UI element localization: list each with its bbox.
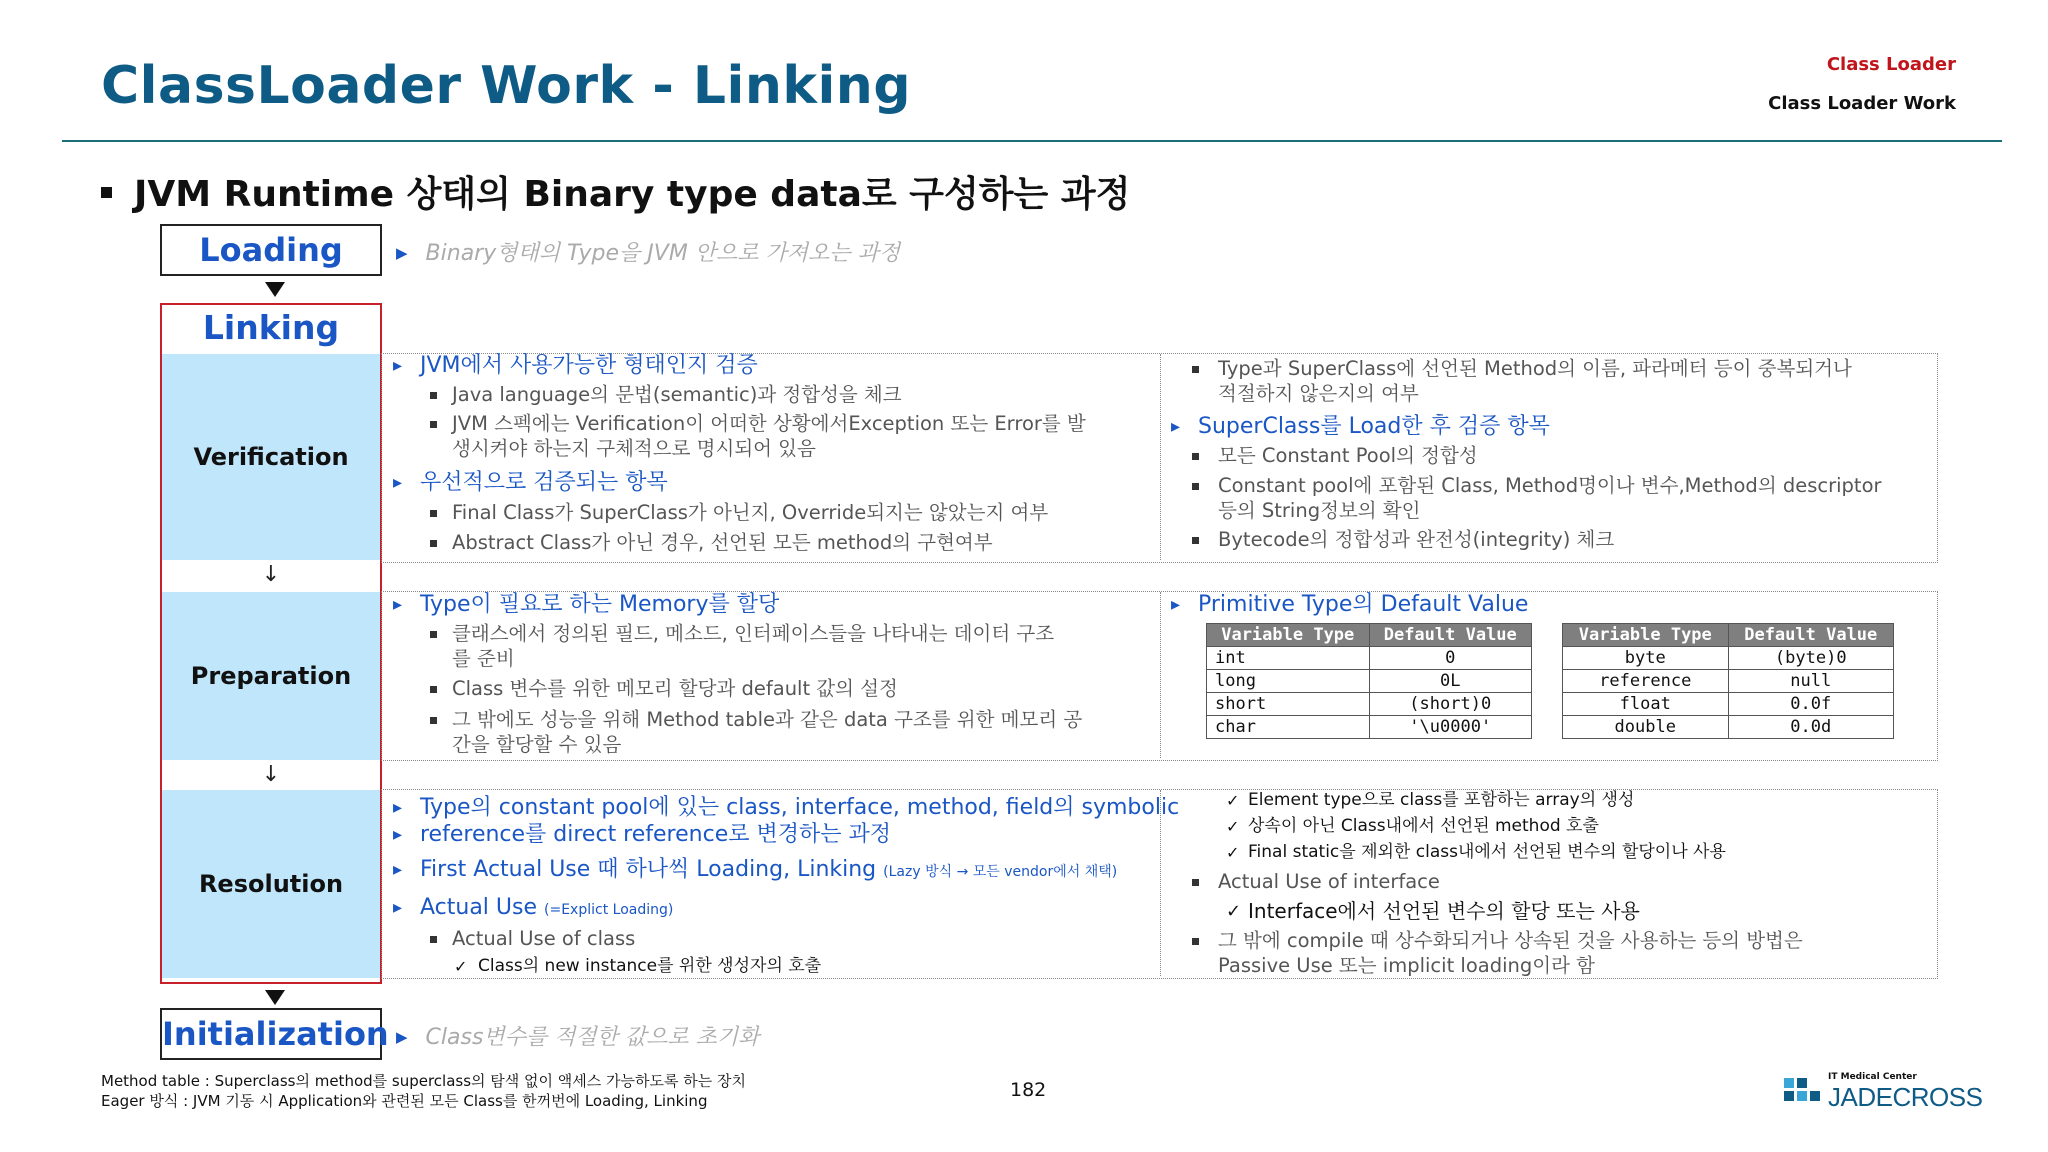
- page-number: 182: [1010, 1079, 1047, 1101]
- phase-preparation: Preparation: [162, 592, 380, 760]
- preparation-left-column: [390, 591, 1082, 757]
- phase-linking: Linking: [202, 308, 340, 347]
- list-item: 클래스에서 정의된 필드, 메소드, 인터페이스들을 나타내는 데이터 구조: [390, 621, 1082, 647]
- list-item: ▸ Primitive Type의 Default Value: [1168, 591, 1528, 618]
- list-item-continuation: 를 준비: [452, 647, 515, 670]
- phase-resolution: Resolution: [162, 790, 380, 978]
- triangle-down-icon: [265, 282, 285, 297]
- initialization-note: ▶ Class변수를 적절한 값으로 초기화: [396, 1025, 760, 1050]
- footnote-line: Method table : Superclass의 method를 superclass의 탐색 없이 액세스 가능하도록 하는 장치: [101, 1072, 746, 1090]
- verification-left-column: [390, 352, 1086, 556]
- loading-note: ▶ Binary형태의 Type을 JVM 안으로 가져오는 과정: [396, 241, 901, 266]
- list-item-continuation: 적절하지 않은지의 여부: [1218, 382, 1419, 405]
- arrow-down-icon: ↓: [261, 562, 281, 587]
- resolution-left-column: [390, 794, 1179, 979]
- list-item: ✓ 상속이 아닌 Class내에서 선언된 method 호출: [1168, 814, 1803, 839]
- table-row: int 0: [1207, 647, 1532, 670]
- resolution-right-column: [1168, 788, 1803, 978]
- list-item: Class 변수를 위한 메모리 할당과 default 값의 설정: [390, 676, 1082, 702]
- panel-divider: [1160, 592, 1161, 758]
- logo-wordmark: JADECROSS: [1828, 1082, 1983, 1112]
- phase-loading: Loading: [160, 224, 382, 276]
- list-item: ▸ JVM에서 사용가능한 형태인지 검증: [390, 352, 1086, 379]
- list-item: Actual Use of interface: [1168, 869, 1803, 895]
- table-row: char '\u0000': [1207, 716, 1532, 739]
- table-row: long 0L: [1207, 670, 1532, 693]
- table-row: float 0.0f: [1563, 693, 1894, 716]
- arrow-down-icon: ↓: [261, 762, 281, 787]
- list-item-continuation: Passive Use 또는 implicit loading이라 함: [1218, 954, 1595, 977]
- table-header: Default Value: [1369, 624, 1532, 647]
- list-item: ✓ Element type으로 class를 포함하는 array의 생성: [1168, 788, 1803, 813]
- header-rule: [62, 140, 2002, 142]
- header-subcategory: Class Loader Work: [1768, 93, 1956, 114]
- list-item: 모든 Constant Pool의 정합성: [1168, 443, 1882, 469]
- list-item: 그 밖에 compile 때 상수화되거나 상속된 것을 사용하는 등의 방법은: [1168, 928, 1803, 954]
- default-value-table-2: [1562, 623, 1894, 739]
- list-item-continuation: 생시켜야 하는지 구체적으로 명시되어 있음: [452, 437, 816, 460]
- page-title: ClassLoader Work - Linking: [101, 56, 912, 116]
- default-value-table-1: [1206, 623, 1532, 739]
- logo-tagline: IT Medical Center: [1828, 1072, 1917, 1082]
- list-item: ✓ Final static을 제외한 class내에서 선언된 변수의 할당이나 사용: [1168, 840, 1803, 865]
- footnote: [101, 1071, 746, 1111]
- phase-verification: Verification: [162, 354, 380, 560]
- table-row: short (short)0: [1207, 693, 1532, 716]
- list-item: ▸ SuperClass를 Load한 후 검증 항목: [1168, 413, 1882, 440]
- list-item: Java language의 문법(semantic)과 정합성을 체크: [390, 382, 1086, 408]
- list-item: Type과 SuperClass에 선언된 Method의 이름, 파라메터 등이 중복되거나: [1168, 356, 1882, 382]
- list-item: ▸ Type이 필요로 하는 Memory를 할당: [390, 591, 1082, 618]
- table-header: Default Value: [1728, 624, 1894, 647]
- main-bullet-text: JVM Runtime 상태의 Binary type data로 구성하는 과정: [134, 174, 1131, 215]
- header-category: Class Loader: [1826, 54, 1956, 75]
- list-item: ▸ Actual Use (=Explict Loading): [390, 894, 1179, 924]
- list-item: Bytecode의 정합성과 완전성(integrity) 체크: [1168, 527, 1882, 553]
- list-item-continuation: ▸ reference를 direct reference로 변경하는 과정: [390, 821, 1179, 848]
- phase-initialization: Initialization: [160, 1008, 382, 1060]
- preparation-right-column: [1168, 591, 1528, 618]
- list-item-continuation: 등의 String정보의 확인: [1218, 499, 1421, 522]
- square-bullet-icon: [101, 187, 112, 198]
- list-item: ▸ First Actual Use 때 하나씩 Loading, Linking (Lazy 방식 → 모든 vendor에서 채택): [390, 856, 1179, 886]
- verification-right-column: [1168, 356, 1882, 553]
- panel-divider: [1160, 354, 1161, 560]
- caret-right-icon: ▶: [396, 1028, 408, 1046]
- table-row: byte (byte)0: [1563, 647, 1894, 670]
- list-item-continuation: 간을 할당할 수 있음: [452, 733, 622, 756]
- list-item: ▸ 우선적으로 검증되는 항목: [390, 469, 1086, 496]
- table-header: Variable Type: [1563, 624, 1729, 647]
- list-item: Final Class가 SuperClass가 아닌지, Override되지는 않았는지 여부: [390, 500, 1086, 526]
- list-item: JVM 스펙에는 Verification이 어떠한 상황에서Exception 또는 Error를 발: [390, 411, 1086, 437]
- main-bullet: [101, 166, 1130, 217]
- caret-right-icon: ▶: [396, 244, 408, 262]
- footnote-line: Eager 방식 : JVM 기동 시 Application와 관련된 모든 Class를 한꺼번에 Loading, Linking: [101, 1092, 708, 1110]
- table-row: double 0.0d: [1563, 716, 1894, 739]
- list-item: Constant pool에 포함된 Class, Method명이나 변수,Method의 descriptor: [1168, 473, 1882, 499]
- list-item: ✓ Interface에서 선언된 변수의 할당 또는 사용: [1168, 896, 1803, 926]
- table-row: reference null: [1563, 670, 1894, 693]
- table-header: Variable Type: [1207, 624, 1370, 647]
- list-item: ▸ Type의 constant pool에 있는 class, interface, method, field의 symbolic: [390, 794, 1179, 821]
- list-item: Abstract Class가 아닌 경우, 선언된 모든 method의 구현여부: [390, 530, 1086, 556]
- list-item: Actual Use of class: [390, 926, 1179, 952]
- triangle-down-icon: [265, 990, 285, 1005]
- list-item: ✓ Class의 new instance를 위한 생성자의 호출: [390, 954, 1179, 979]
- list-item: 그 밖에도 성능을 위해 Method table과 같은 data 구조를 위한 메모리 공: [390, 707, 1082, 733]
